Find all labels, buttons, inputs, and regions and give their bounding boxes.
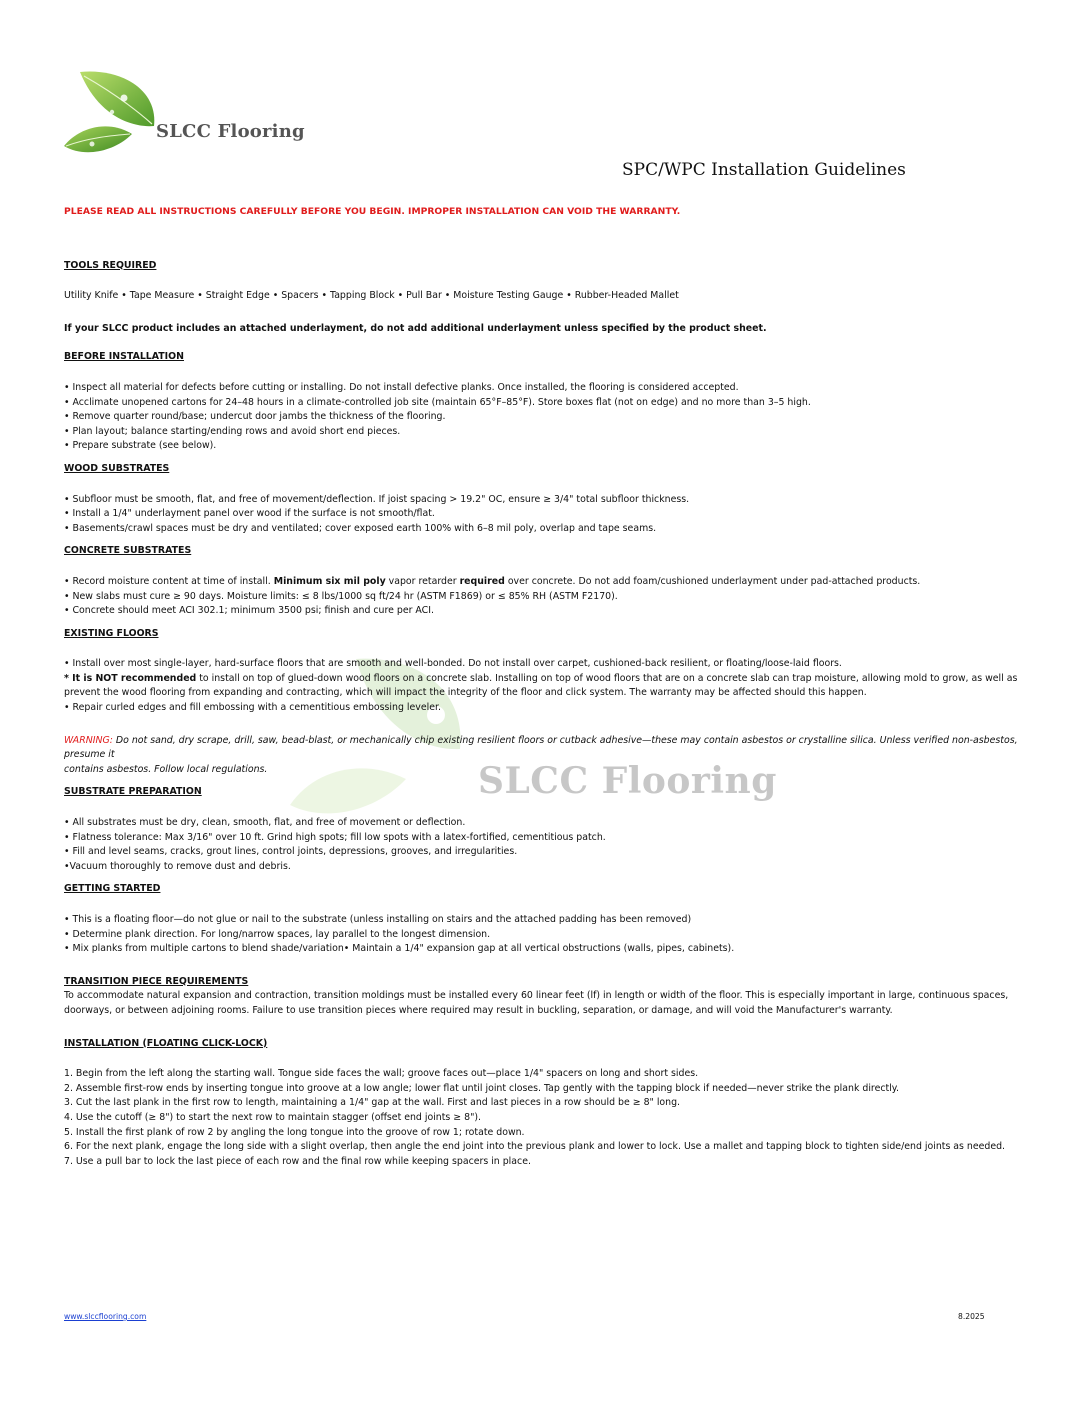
list-item: • Fill and level seams, cracks, grout lines, control joints, depressions, grooves, and irregularities.: [64, 846, 518, 858]
wood-substrates-list: [64, 493, 1019, 537]
text-run: Do not sand, dry scrape, drill, saw, bead-blast, or mechanically chip existing resilient floors or cutback adhesive—these may contain asbestos or crystalline silica. Unless verified non-asbestos, presume it: [64, 734, 1018, 761]
logo-wordmark: SLCC Flooring: [156, 121, 305, 142]
list-item: • Basements/crawl spaces must be dry and ventilated; cover exposed earth 100% with 6–8 mil poly, overlap and tape seams.: [64, 522, 657, 534]
list-item: • Subfloor must be smooth, flat, and free of movement/deflection. If joist spacing > 19.2" OC, ensure ≥ 3/4" total subfloor thickness.: [64, 493, 690, 505]
installation-steps-list: [64, 1067, 1019, 1169]
list-item: • This is a floating floor—do not glue or nail to the substrate (unless installing on stairs and the attached padding has been removed): [64, 914, 692, 925]
transition-text-continuation: doorways, or between adjoining rooms. Failure to use transition pieces where required may result in buckling, separation, or damage, and will void the Manufacturer's warranty.: [64, 1004, 893, 1016]
heading-existing-floors: EXISTING FLOORS: [64, 627, 159, 639]
list-item: • Determine plank direction. For long/narrow spaces, lay parallel to the longest dimension.: [64, 928, 491, 940]
existing-floors-list: [64, 657, 1019, 715]
concrete-substrates-list: [64, 575, 1019, 619]
getting-started-list: [64, 913, 1019, 957]
list-item: 6. For the next plank, engage the long side with a slight overlap, then angle the end joint into the previous plank and lower to lock. Use a mallet and tapping block to tighten side/end joints as needed.: [64, 1141, 1006, 1153]
list-item: •Vacuum thoroughly to remove dust and debris.: [64, 860, 291, 872]
heading-getting-started: GETTING STARTED: [64, 883, 161, 895]
list-item: • Inspect all material for defects before cutting or installing. Do not install defective planks. Once installed, the flooring is considered accepted.: [64, 381, 739, 393]
asbestos-warning: [64, 734, 1019, 763]
list-item: 7. Use a pull bar to lock the last piece of each row and the final row while keeping spacers in place.: [64, 1155, 531, 1167]
list-item: • New slabs must cure ≥ 90 days. Moisture limits: ≤ 8 lbs/1000 sq ft/24 hr (ASTM F1869) or ≤ 85% RH (ASTM F2170).: [64, 590, 618, 602]
tools-list: Utility Knife • Tape Measure • Straight Edge • Spacers • Tapping Block • Pull Bar • Moisture Testing Gauge • Rubber-Headed Mallet: [64, 290, 679, 302]
list-item: 2. Assemble first-row ends by inserting tongue into groove at a low angle; lower flat until joint closes. Tap gently with the tapping block if needed—never strike the plank directly.: [64, 1082, 899, 1094]
list-item: • Repair curled edges and fill embossing with a cementitious embossing leveler.: [64, 702, 441, 714]
heading-wood-substrates: WOOD SUBSTRATES: [64, 462, 170, 474]
list-item: • Remove quarter round/base; undercut door jambs the thickness of the flooring.: [64, 411, 446, 423]
document-body: [64, 205, 1019, 1169]
list-item: • Concrete should meet ACI 302.1; minimum 3500 psi; finish and cure per ACI.: [64, 605, 434, 617]
list-item: 1. Begin from the left along the starting wall. Tongue side faces the wall; groove faces out—place 1/4" spacers on long and short sides.: [64, 1068, 699, 1080]
underlayment-note: If your SLCC product includes an attached underlayment, do not add additional underlayment unless specified by the product sheet.: [64, 322, 767, 334]
transition-text: To accommodate natural expansion and contraction, transition moldings must be installed every 60 linear feet (lf) in length or width of the floor. This is especially important in large, continuous spaces,: [64, 990, 1009, 1002]
list-item: • Flatness tolerance: Max 3/16" over 10 ft. Grind high spots; fill low spots with a latex-fortified, cementitious patch.: [64, 831, 606, 843]
list-item: • Mix planks from multiple cartons to blend shade/variation• Maintain a 1/4" expansion gap at all vertical obstructions (walls, pipes, cabinets).: [64, 943, 735, 955]
list-item: • Install a 1/4" underlayment panel over wood if the surface is not smooth/flat.: [64, 508, 435, 520]
heading-substrate-preparation: SUBSTRATE PREPARATION: [64, 786, 202, 798]
heading-installation-floating-click-lock: INSTALLATION (FLOATING CLICK-LOCK): [64, 1037, 268, 1049]
emphasis-text: * It is NOT recommended: [64, 672, 197, 684]
text-run: • Record moisture content at time of install.: [64, 575, 274, 587]
list-item-continuation: prevent the wood flooring from expanding and contracting, which will impact the integrity of the floor and click system. The warranty may be affected should this happen.: [64, 687, 867, 699]
slcc-leaf-logo-icon: [62, 68, 312, 163]
asbestos-warning-continuation: contains asbestos. Follow local regulations.: [64, 763, 268, 775]
list-item: [64, 575, 1019, 590]
heading-before-installation: BEFORE INSTALLATION: [64, 351, 184, 363]
heading-concrete-substrates: CONCRETE SUBSTRATES: [64, 545, 192, 557]
heading-tools-required: TOOLS REQUIRED: [64, 259, 157, 271]
text-run: over concrete. Do not add foam/cushioned underlayment under pad-attached products.: [504, 575, 921, 587]
emphasis-text: Minimum six mil poly: [273, 575, 386, 587]
list-item: • Plan layout; balance starting/ending rows and avoid short end pieces.: [64, 425, 401, 437]
emphasis-text: required: [459, 575, 505, 587]
warranty-notice: PLEASE READ ALL INSTRUCTIONS CAREFULLY BEFORE YOU BEGIN. IMPROPER INSTALLATION CAN VOID THE WARRANTY.: [64, 206, 681, 217]
list-item: 5. Install the first plank of row 2 by angling the long tongue into the groove of row 1; rotate down.: [64, 1126, 525, 1138]
substrate-preparation-list: [64, 816, 1019, 874]
before-installation-list: [64, 381, 1019, 454]
list-item: • Acclimate unopened cartons for 24–48 hours in a climate-controlled job site (maintain 65°F–85°F). Store boxes flat (not on edge) and no more than 3–5 high.: [64, 396, 811, 408]
list-item: 3. Cut the last plank in the first row to length, maintaining a 1/4" gap at the wall. First and last pieces in a row should be ≥ 8" long.: [64, 1097, 681, 1109]
text-run: to install on top of glued-down wood floors on a concrete slab. Installing on top of wood floors that are on a concrete slab can trap moisture, allowing mold to grow, as well as: [196, 672, 1018, 684]
warning-label: WARNING:: [64, 734, 113, 746]
list-item: • Install over most single-layer, hard-surface floors that are smooth and well-bonded. Do not install over carpet, cushioned-back resilient, or floating/loose-laid floors.: [64, 658, 842, 670]
revision-date: 8.2025: [958, 1312, 985, 1321]
text-run: vapor retarder: [385, 575, 460, 587]
list-item: • All substrates must be dry, clean, smooth, flat, and free of movement or deflection.: [64, 817, 466, 829]
watermark-wordmark: SLCC Flooring: [478, 760, 777, 802]
list-item: • Prepare substrate (see below).: [64, 440, 217, 452]
document-title: SPC/WPC Installation Guidelines: [622, 160, 906, 180]
website-link[interactable]: www.slccflooring.com: [64, 1312, 147, 1321]
list-item: 4. Use the cutoff (≥ 8") to start the next row to maintain stagger (offset end joints ≥ 8").: [64, 1111, 482, 1123]
list-item: [64, 672, 1019, 687]
heading-transition-pieces: TRANSITION PIECE REQUIREMENTS: [64, 975, 249, 987]
